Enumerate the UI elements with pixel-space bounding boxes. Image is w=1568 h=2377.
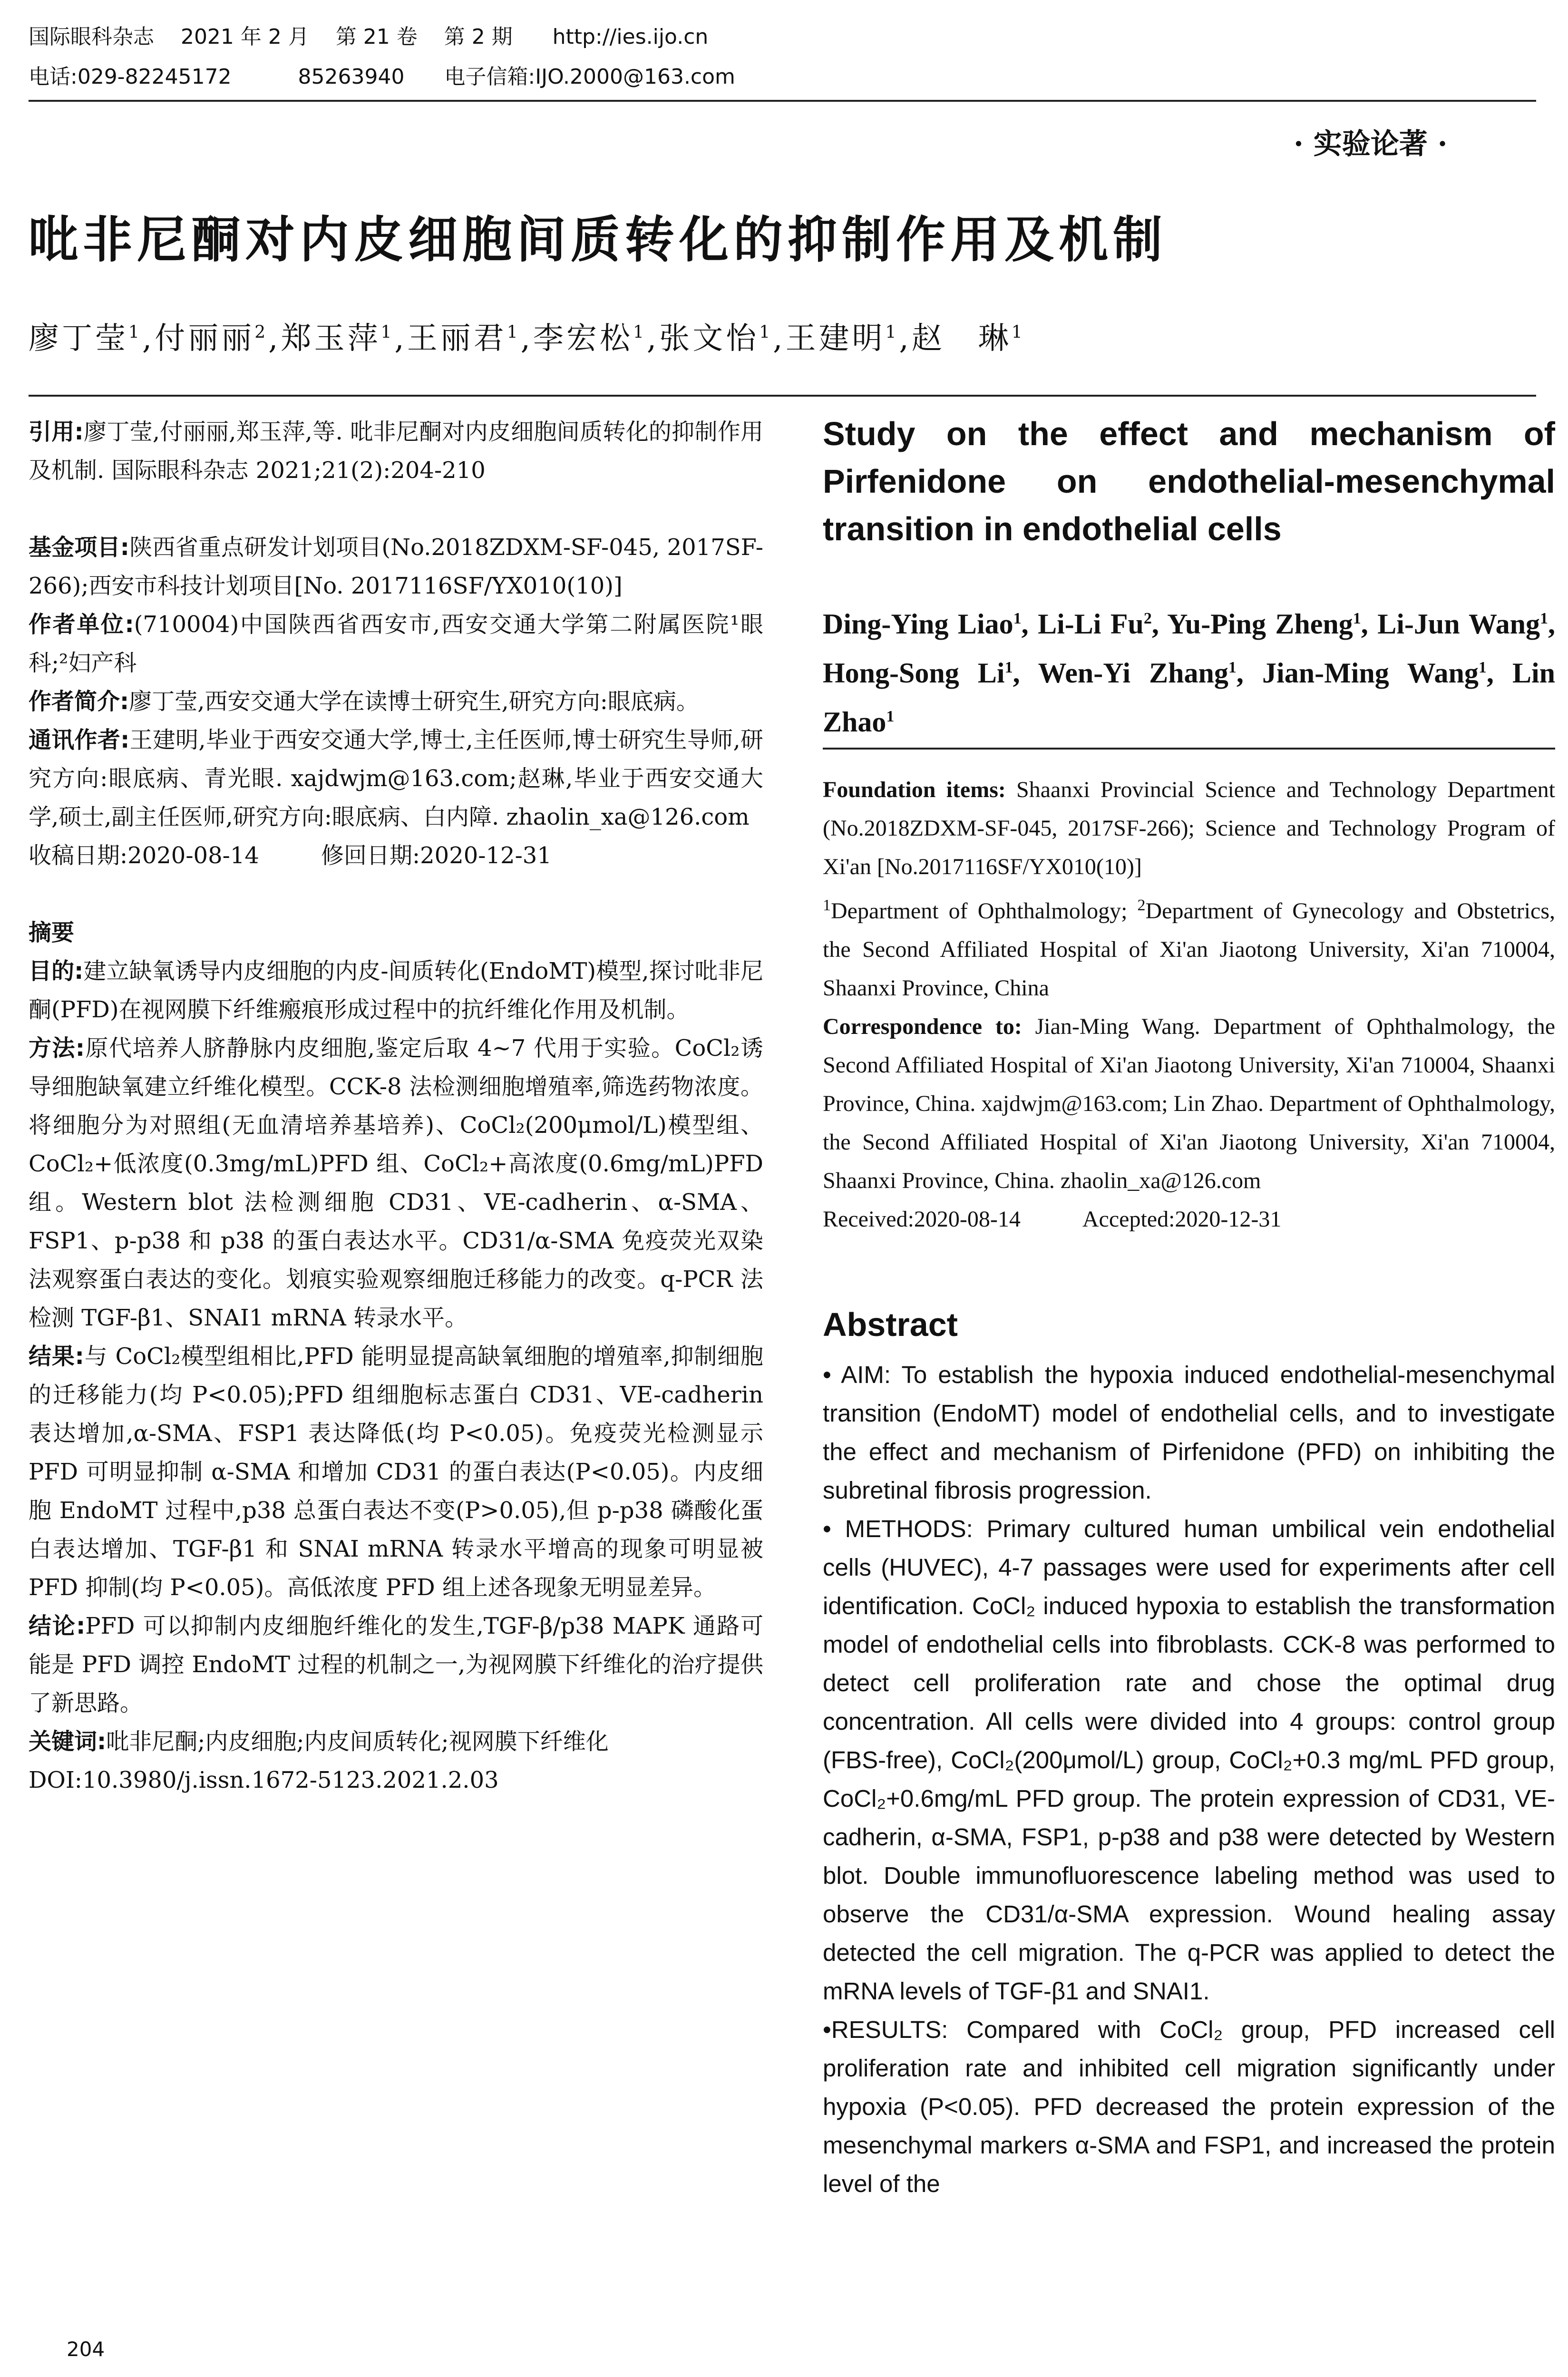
methods-label-cn: 方法: — [29, 1035, 85, 1062]
aim-en — [823, 1355, 1555, 1510]
author-cn-sup: 1 — [506, 322, 521, 342]
corr-text-en: Jian-Ming Wang. Department of Ophthalmology, the Second Affiliated Hospital of Xi'an Jiaotong University, Xi'an 710004, Shaanxi Province, China. xajdwjm@163.com; Lin Zhao. Department of Ophthalmology, the Second Affiliated Hospital of Xi'an Jiaotong University, Xi'an 710004, Shaanxi Province, China. zhaolin_xa@126.com — [823, 1014, 1556, 1193]
results-label-cn: 结果: — [29, 1343, 84, 1370]
author-en-sup: 1 — [886, 708, 895, 725]
aim-text-cn: 建立缺氧诱导内皮细胞的内皮-间质转化(EndoMT)模型,探讨吡非尼酮(PFD)在视网膜下纤维瘢痕形成过程中的抗纤维化作用及机制。 — [29, 958, 763, 1023]
bio-text: 廖丁莹,西安交通大学在读博士研究生,研究方向:眼底病。 — [129, 688, 699, 715]
author-cn-sup: 1 — [380, 322, 395, 342]
author-en: Lin Zhao — [823, 657, 1556, 738]
keywords-cn — [29, 1723, 763, 1761]
author-en-sup: 1 — [1353, 610, 1361, 627]
correspondence-cn — [29, 721, 763, 837]
affiliation-en — [823, 886, 1555, 1007]
author-cn: 王丽君 — [407, 321, 507, 356]
affil-sup2: 2 — [1137, 896, 1146, 914]
author-cn: 郑玉萍 — [281, 321, 381, 356]
author-en: Hong-Song Li — [823, 657, 1005, 689]
citation-text: 廖丁莹,付丽丽,郑玉萍,等. 吡非尼酮对内皮细胞间质转化的抑制作用及机制. 国际眼科杂志 2021;21(2):204-210 — [29, 419, 763, 484]
dates-cn — [29, 837, 763, 875]
corr-label-en: Correspondence to: — [823, 1014, 1022, 1039]
fund — [29, 528, 763, 605]
conclusion-text-cn: PFD 可以抑制内皮细胞纤维化的发生,TGF-β/p38 MAPK 通路可能是 PFD 调控 EndoMT 过程的机制之一,为视网膜下纤维化的治疗提供了新思路。 — [29, 1613, 763, 1716]
unit-label: 作者单位: — [29, 611, 134, 638]
author-en: Li-Jun Wang — [1377, 608, 1540, 640]
author-en: Jian-Ming Wang — [1262, 657, 1479, 689]
author-cn-sup: 1 — [633, 322, 647, 342]
results-label-en: •RESULTS: — [823, 2016, 948, 2043]
foundation-text-en: Shaanxi Provincial Science and Technology Department (No.2018ZDXM-SF-045, 2017SF-266); Science and Technology Program of Xi'an [No.2017116SF/YX010(10)] — [823, 777, 1556, 879]
bio — [29, 682, 763, 721]
author-en: Yu-Ping Zheng — [1167, 608, 1353, 640]
author-cn: 赵 琳 — [911, 321, 1012, 356]
english-authors-rule — [823, 748, 1555, 750]
keywords-label-cn: 关键词: — [29, 1728, 107, 1755]
results-text-cn: 与 CoCl₂模型组相比,PFD 能明显提高缺氧细胞的增殖率,抑制细胞的迁移能力(均 P<0.05);PFD 组细胞标志蛋白 CD31、VE-cadherin 表达增加,α-SMA、FSP1 表达降低(均 P<0.05)。免疫荧光检测显示 PFD 可明显抑制 α-SMA 和增加 CD31 的蛋白表达(P<0.05)。内皮细胞 EndoMT 过程中,p38 总蛋白表达不变(P>0.05),但 p-p38 磷酸化蛋白表达增加、TGF-β1 和 SNAI mRNA 转录水平增高的现象可明显被 PFD 抑制(均 P<0.05)。高低浓度 PFD 组上述各现象无明显差异。 — [29, 1343, 763, 1601]
corr-label-cn: 通讯作者: — [29, 727, 130, 753]
author-en-sup: 1 — [1540, 610, 1549, 627]
received-cn: 收稿日期:2020-08-14 — [29, 842, 259, 869]
authors-rule — [29, 395, 1536, 397]
correspondence-en — [823, 1007, 1555, 1200]
section-label: · 实验论著 · — [1294, 127, 1448, 161]
fund-text: 陕西省重点研发计划项目(No.2018ZDXM-SF-045, 2017SF-266);西安市科技计划项目[No. 2017116SF/YX010(10)] — [29, 534, 763, 599]
author-cn-sup: 2 — [254, 322, 269, 342]
page-number: 204 — [67, 2338, 105, 2361]
conclusion-label-cn: 结论: — [29, 1613, 86, 1639]
revised-cn: 修回日期:2020-12-31 — [321, 842, 552, 869]
journal-header-line2: 电话:029-82245172 85263940 电子信箱:IJO.2000@163.com — [29, 65, 735, 89]
author-cn-sup: 1 — [128, 322, 142, 342]
foundation-label-en: Foundation items: — [823, 777, 1006, 802]
journal-header-line1: 国际眼科杂志 2021 年 2 月 第 21 卷 第 2 期 http://ies.ijo.cn — [29, 25, 709, 49]
abstract-heading-cn-text: 摘要 — [29, 919, 75, 946]
left-column — [29, 413, 763, 1800]
affil-text2: Department of Gynecology and Obstetrics, the Second Affiliated Hospital of Xi'an Jiaotong University, Xi'an 710004, Shaanxi Province, China — [823, 898, 1556, 1001]
results-cn — [29, 1337, 763, 1607]
author-cn-sup: 1 — [759, 322, 773, 342]
citation — [29, 413, 763, 490]
author-en: Ding-Ying Liao — [823, 608, 1013, 640]
aim-label-en: • AIM: — [823, 1361, 891, 1388]
english-title: Study on the effect and mechanism of Pirfenidone on endothelial-mesenchymal transition in endothelial cells — [823, 415, 1555, 547]
methods-text-cn: 原代培养人脐静脉内皮细胞,鉴定后取 4~7 代用于实验。CoCl₂诱导细胞缺氧建立纤维化模型。CCK-8 法检测细胞增殖率,筛选药物浓度。将细胞分为对照组(无血清培养基培养)、CoCl₂(200μmol/L)模型组、CoCl₂+低浓度(0.3mg/mL)PFD 组、CoCl₂+高浓度(0.6mg/mL)PFD 组。Western blot 法检测细胞 CD31、VE-cadherin、α-SMA、FSP1、p-p38 和 p38 的蛋白表达水平。CD31/α-SMA 免疫荧光双染法观察蛋白表达的变化。划痕实验观察细胞迁移能力的改变。q-PCR 法检测 TGF-β1、SNAI1 mRNA 转录水平。 — [29, 1035, 763, 1331]
accepted-en: Accepted:2020-12-31 — [1082, 1207, 1282, 1232]
methods-en — [823, 1510, 1555, 2010]
author-en: Wen-Yi Zhang — [1038, 657, 1228, 689]
authors-en: Ding-Ying Liao$^1$, Li-Li Fu$^2$, Yu-Ping Zheng$^1$, Li-Jun Wang$^1$, Hong-Song Li$^1$, Wen-Yi Zhang$^1$, Jian-Ming Wang$^1$, Lin Zhao$^1$ — [823, 608, 1556, 738]
author-cn-sup: 1 — [1011, 322, 1025, 342]
author-en: Li-Li Fu — [1038, 608, 1144, 640]
author-cn: 付丽丽 — [155, 321, 255, 356]
methods-text-en: Primary cultured human umbilical vein endothelial cells (HUVEC), 4-7 passages were used for experiments after cell identification. CoCl₂ induced hypoxia to establish the transformation model of endothelial cells into fibroblasts. CCK-8 was performed to detect cell proliferation rate and chose the optimal drug concentration. All cells were divided into 4 groups: control group (FBS-free), CoCl₂(200μmol/L) group, CoCl₂+0.3 mg/mL PFD group, CoCl₂+0.6mg/mL PFD group. The protein expression of CD31, VE-cadherin, α-SMA, FSP1, p-p38 and p38 were detected by Western blot. Double immunofluorescence labeling method was used to observe the CD31/α-SMA expression. Wound healing assay detected the cell migration. The q-PCR was applied to detect the mRNA levels of TGF-β1 and SNAI1. — [823, 1515, 1555, 2005]
abstract-heading-cn — [29, 914, 763, 952]
bio-label: 作者简介: — [29, 688, 129, 715]
conclusion-cn — [29, 1607, 763, 1723]
citation-label: 引用: — [29, 419, 84, 445]
author-cn: 张文怡 — [659, 321, 760, 356]
fund-label: 基金项目: — [29, 534, 130, 561]
results-text-en: Compared with CoCl₂ group, PFD increased cell proliferation rate and inhibited cell migration significantly under hypoxia (P<0.05). PFD decreased the protein expression of the mesenchymal markers α-SMA and FSP1, and increased the protein level of the — [823, 2016, 1556, 2197]
article-title: 吡非尼酮对内皮细胞间质转化的抑制作用及机制 — [29, 211, 1168, 269]
author-en-sup: 1 — [1004, 659, 1013, 676]
english-info — [823, 770, 1555, 1238]
keywords-text-cn: 吡非尼酮;内皮细胞;内皮间质转化;视网膜下纤维化 — [106, 1728, 609, 1755]
received-en: Received:2020-08-14 — [823, 1207, 1021, 1232]
unit — [29, 605, 763, 682]
methods-label-en: • METHODS: — [823, 1515, 973, 1542]
author-en-sup: 1 — [1013, 610, 1022, 627]
doi: DOI:10.3980/j.issn.1672-5123.2021.2.03 — [29, 1767, 499, 1793]
aim-text-en: To establish the hypoxia induced endothelial-mesenchymal transition (EndoMT) model of endothelial cells, and to investigate the effect and mechanism of Pirfenidone (PFD) on inhibiting the subretinal fibrosis progression. — [823, 1361, 1555, 1504]
results-en — [823, 2010, 1555, 2203]
aim-label-cn: 目的: — [29, 958, 84, 984]
methods-cn — [29, 1029, 763, 1337]
author-cn: 廖丁莹 — [29, 321, 128, 356]
foundation-en — [823, 770, 1555, 886]
corr-text-cn: 王建明,毕业于西安交通大学,博士,主任医师,博士研究生导师,研究方向:眼底病、青光眼. xajdwjm@163.com;赵琳,毕业于西安交通大学,硕士,副主任医师,研究方向:眼底病、白内障. zhaolin_xa@126.com — [29, 727, 764, 830]
author-en-sup: 1 — [1478, 659, 1487, 676]
abstract-en — [823, 1355, 1555, 2203]
dates-en — [823, 1200, 1555, 1238]
header-rule — [29, 100, 1536, 102]
aim-cn — [29, 952, 763, 1029]
author-cn: 李宏松 — [533, 321, 633, 356]
author-cn-sup: 1 — [885, 322, 899, 342]
author-cn: 王建明 — [785, 321, 886, 356]
affil-sup1: 1 — [823, 896, 831, 914]
unit-text: (710004)中国陕西省西安市,西安交通大学第二附属医院¹眼科;²妇产科 — [29, 611, 763, 676]
author-en-sup: 1 — [1228, 659, 1237, 676]
abstract-heading-en: Abstract — [823, 1306, 958, 1343]
author-en-sup: 2 — [1143, 610, 1152, 627]
affil-text1: Department of Ophthalmology; — [831, 898, 1128, 924]
authors-cn: 廖丁莹$^1$,付丽丽$^2$,郑玉萍$^1$,王丽君$^1$,李宏松$^1$,张文怡$^1$,王建明$^1$,赵 琳$^1$ — [29, 321, 1025, 356]
